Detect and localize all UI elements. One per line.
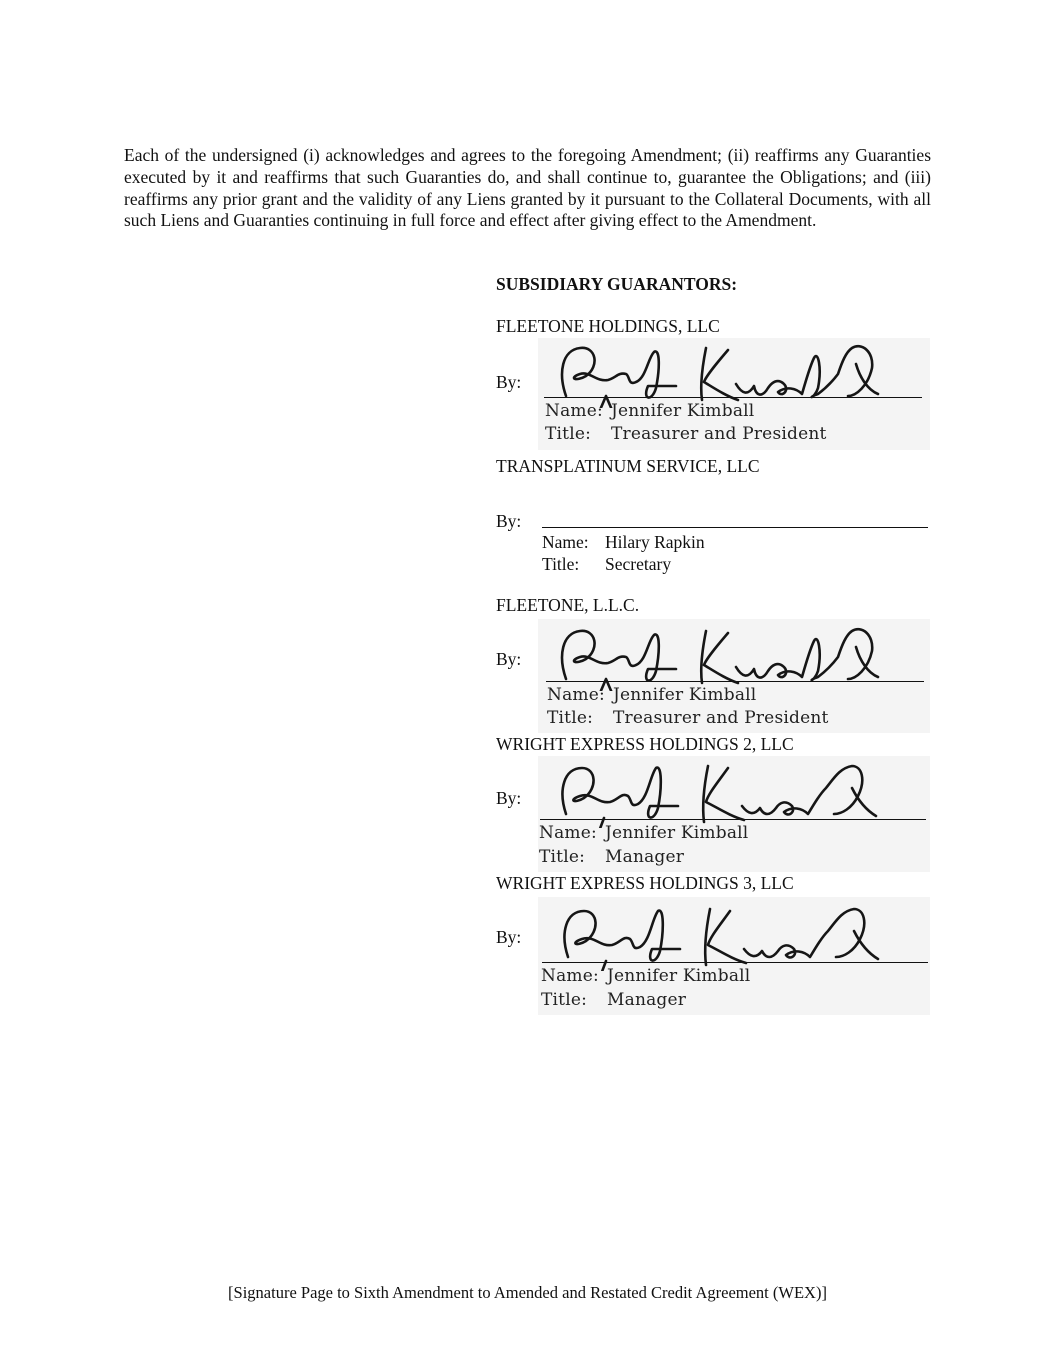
- signer-name-row: [547, 685, 756, 705]
- signer-name: Jennifer Kimball: [611, 401, 755, 421]
- intro-paragraph: Each of the undersigned (i) acknowledges and agrees to the foregoing Amendment; (ii) reaffirms any Guaranties executed by it and reaffirms that such Guaranties do, and shall continue to, guarantee the Obligations; and (iii) reaffirms any prior grant and the validity of any Liens granted by it pursuant to the Collateral Documents, with all such Liens and Guaranties continuing in full force and effect after giving effect to the Amendment.: [124, 145, 931, 231]
- by-label: By:: [496, 788, 522, 808]
- handwritten-signature: [556, 621, 886, 691]
- signature-block-fleetone-llc: [496, 595, 936, 735]
- by-label: By:: [496, 511, 522, 531]
- title-label: Title:: [539, 847, 586, 867]
- company-name: TRANSPLATINUM SERVICE, LLC: [496, 456, 760, 476]
- subsidiary-guarantors-heading: SUBSIDIARY GUARANTORS:: [496, 274, 738, 294]
- signer-title-row: [541, 990, 686, 1010]
- signer-name-row: [545, 401, 754, 421]
- company-name: FLEETONE HOLDINGS, LLC: [496, 316, 720, 336]
- name-label: Name:: [547, 685, 605, 705]
- title-label: Title:: [541, 990, 588, 1010]
- signer-title: Treasurer and President: [611, 424, 827, 444]
- company-name: WRIGHT EXPRESS HOLDINGS 2, LLC: [496, 734, 794, 754]
- signer-title-row: [539, 847, 684, 867]
- signature-line: [542, 527, 928, 528]
- title-label: Title:: [545, 424, 592, 444]
- signer-name: Hilary Rapkin: [605, 532, 705, 552]
- signature-block-wright-express-3: [496, 873, 936, 1018]
- name-label: Name:: [542, 532, 589, 552]
- signer-title: Manager: [605, 847, 685, 867]
- signer-name-row: [539, 823, 748, 843]
- signer-name-row: [542, 532, 705, 553]
- signer-title-row: [542, 554, 671, 575]
- by-label: By:: [496, 372, 522, 392]
- company-name: FLEETONE, L.L.C.: [496, 595, 640, 615]
- page-footer: [Signature Page to Sixth Amendment to Amended and Restated Credit Agreement (WEX)]: [228, 1283, 827, 1302]
- by-label: By:: [496, 927, 522, 947]
- handwritten-signature: [552, 758, 882, 828]
- title-label: Title:: [547, 708, 594, 728]
- signature-block-fleetone-holdings: [496, 316, 936, 452]
- signer-name: Jennifer Kimball: [607, 966, 751, 986]
- by-label: By:: [496, 649, 522, 669]
- handwritten-signature: [556, 338, 886, 408]
- name-label: Name:: [541, 966, 599, 986]
- signer-title: Secretary: [605, 554, 672, 574]
- title-label: Title:: [542, 554, 580, 574]
- signature-block-transplatinum: [496, 456, 936, 586]
- signer-name: Jennifer Kimball: [605, 823, 749, 843]
- signer-title: Treasurer and President: [613, 708, 829, 728]
- handwritten-signature: [554, 901, 884, 971]
- name-label: Name:: [539, 823, 597, 843]
- company-name: WRIGHT EXPRESS HOLDINGS 3, LLC: [496, 873, 794, 893]
- signer-name-row: [541, 966, 750, 986]
- signer-title-row: [545, 424, 827, 444]
- signer-name: Jennifer Kimball: [613, 685, 757, 705]
- signer-title: Manager: [607, 990, 687, 1010]
- name-label: Name:: [545, 401, 603, 421]
- signer-title-row: [547, 708, 829, 728]
- signature-block-wright-express-2: [496, 734, 936, 874]
